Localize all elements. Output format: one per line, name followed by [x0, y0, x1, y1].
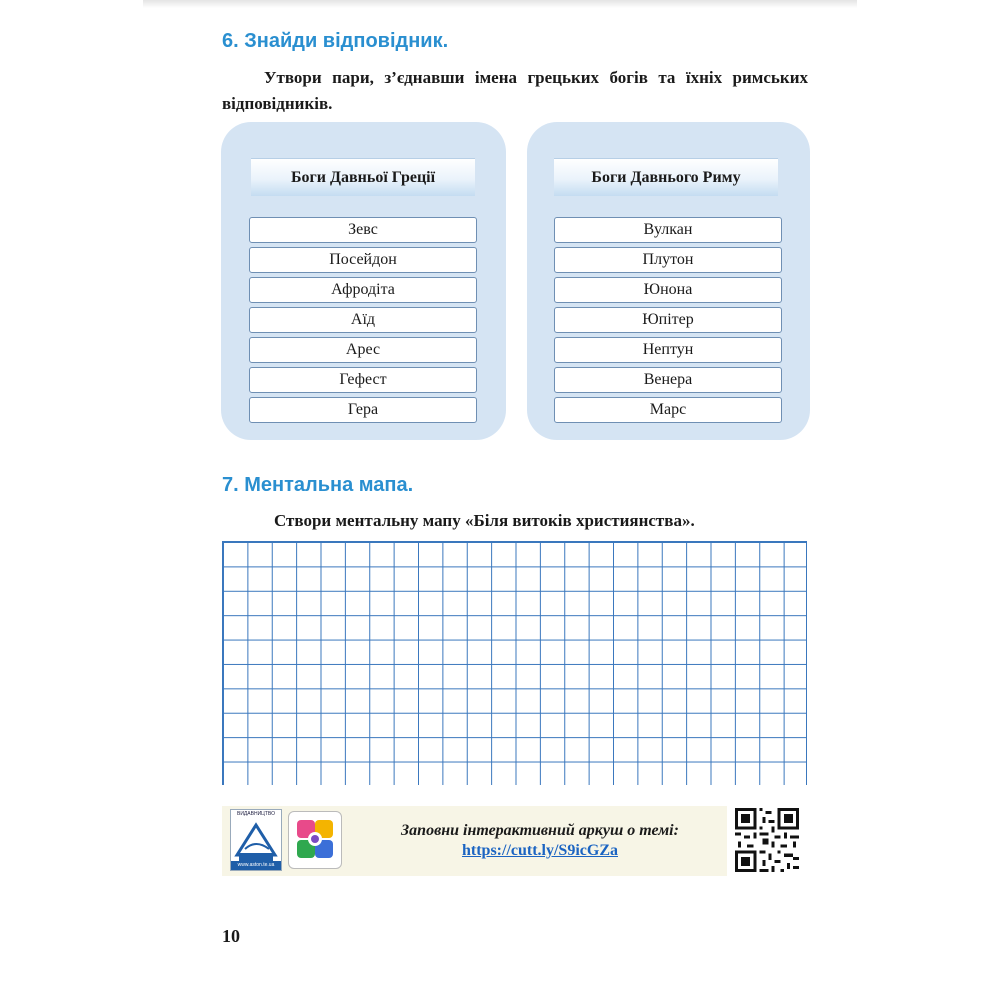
- greek-god-cell[interactable]: Афродіта: [249, 277, 477, 303]
- roman-god-cell[interactable]: Юнона: [554, 277, 782, 303]
- greek-god-cell[interactable]: Зевс: [249, 217, 477, 243]
- roman-gods-title: Боги Давнього Риму: [554, 158, 778, 196]
- banner-text: [360, 821, 720, 861]
- roman-god-cell[interactable]: Нептун: [554, 337, 782, 363]
- roman-gods-panel: [527, 122, 810, 440]
- roman-god-cell[interactable]: Вулкан: [554, 217, 782, 243]
- interactive-banner: [222, 806, 727, 876]
- greek-god-cell[interactable]: Арес: [249, 337, 477, 363]
- greek-god-cell[interactable]: Посейдон: [249, 247, 477, 273]
- publisher-logo-top-text: ВИДАВНИЦТВО: [236, 811, 275, 817]
- greek-god-cell[interactable]: Гера: [249, 397, 477, 423]
- greek-gods-title: Боги Давньої Греції: [251, 158, 475, 196]
- roman-god-cell[interactable]: Юпітер: [554, 307, 782, 333]
- roman-god-cell[interactable]: Плутон: [554, 247, 782, 273]
- roman-god-cell[interactable]: Марс: [554, 397, 782, 423]
- roman-gods-list: [554, 217, 782, 427]
- puzzle-icon: [289, 812, 341, 868]
- interactive-sheet-link[interactable]: https://cutt.ly/S9icGZa: [461, 842, 618, 859]
- qr-code-icon[interactable]: [735, 808, 799, 872]
- publisher-logo-site: www.aston.te.ua: [231, 861, 281, 870]
- task6-instruction: Утвори пари, з’єднавши імена грецьких богів та їхніх римських відповідників.: [222, 68, 808, 113]
- publisher-logo: [230, 809, 282, 871]
- publisher-emblem-icon: [231, 819, 281, 863]
- task7-instruction: Створи ментальну мапу «Біля витоків християнства».: [274, 511, 695, 530]
- greek-god-cell[interactable]: Аїд: [249, 307, 477, 333]
- page-number: 10: [222, 926, 240, 946]
- task6-heading: 6. Знайди відповідник.: [222, 30, 449, 52]
- greek-god-cell[interactable]: Гефест: [249, 367, 477, 393]
- greek-gods-list: [249, 217, 477, 427]
- task7-heading: 7. Ментальна мапа.: [222, 474, 414, 496]
- page-top-edge: [143, 0, 857, 8]
- roman-god-cell[interactable]: Венера: [554, 367, 782, 393]
- mind-map-grid[interactable]: [222, 541, 807, 785]
- greek-gods-panel: [221, 122, 506, 440]
- interactive-app-icon: [288, 811, 342, 869]
- banner-prompt: Заповни інтерактивний аркуш о темі:: [401, 822, 679, 839]
